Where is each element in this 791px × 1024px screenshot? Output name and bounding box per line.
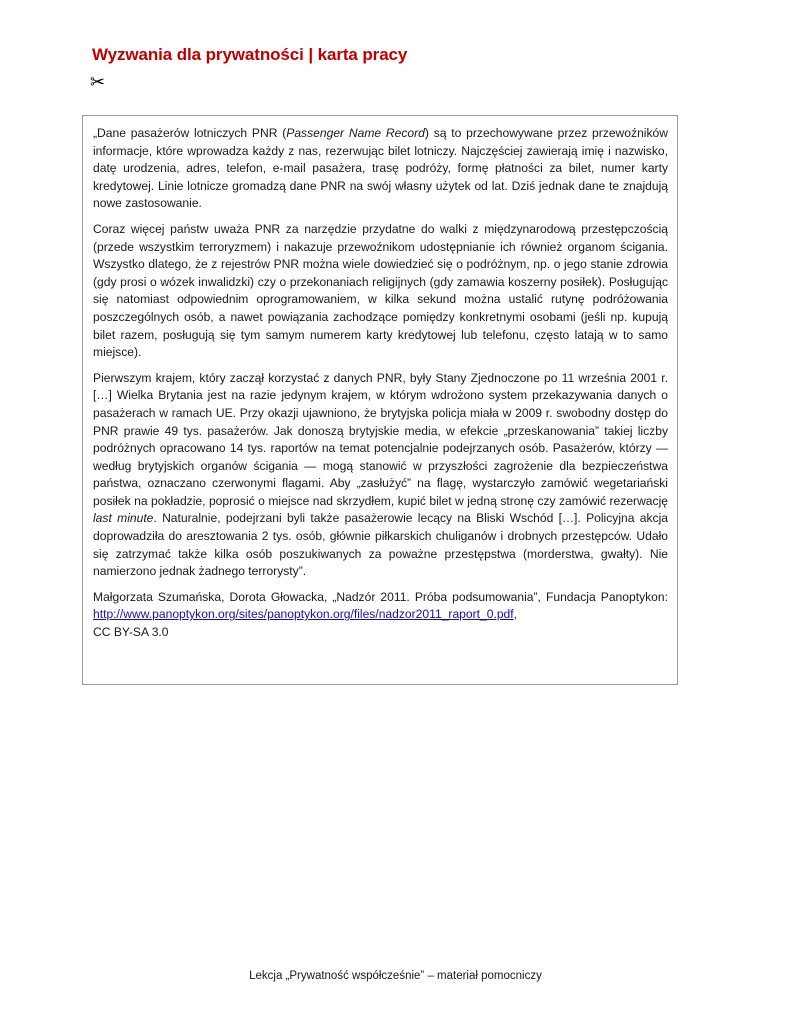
citation-text: Małgorzata Szumańska, Dorota Głowacka, „Nadzór 2011. Próba podsumowania”, Fundacja Panoptykon: bbox=[93, 589, 668, 604]
footer-text: Lekcja „Prywatność współcześnie” – materiał pomocniczy bbox=[249, 970, 542, 982]
paragraph-text: . Naturalnie, podejrzani byli także pasażerowie lecący na Bliski Wschód […]. Policyjna akcja doprowadziła do aresztowania 2 tys. osób, głównie piłkarskich chuliganów i drobnych przestępców. Udało się zatrzymać także kilka osób poszukiwanych za poważne przestępstwa (morderstwa, gwałty). Nie namierzono jednak żadnego terrorysty”. bbox=[93, 511, 668, 579]
citation-punctuation: , bbox=[513, 607, 518, 622]
paragraph-pnr-definition bbox=[93, 125, 668, 213]
paragraph-text: „Dane pasażerów lotniczych PNR ( bbox=[93, 126, 287, 140]
license-text: CC BY-SA 3.0 bbox=[93, 625, 169, 640]
source-link[interactable]: http://www.panoptykon.org/sites/panoptykon.org/files/nadzor2011_raport_0.pdf bbox=[93, 607, 514, 622]
emphasis-text: Passenger Name Record bbox=[286, 126, 425, 140]
page-title: Wyzwania dla prywatności | karta pracy bbox=[92, 45, 408, 64]
quote-box bbox=[82, 115, 678, 685]
scissors-icon: ✂ bbox=[90, 72, 106, 93]
paragraph-pnr-history bbox=[93, 370, 668, 581]
source-citation bbox=[93, 589, 668, 642]
paragraph-pnr-uses: Coraz więcej państw uważa PNR za narzędzie przydatne do walki z międzynarodową przestępczością (przede wszystkim terroryzmem) i nakazuje przewoźnikom udostępnianie ich również organom ścigania. Wszystko dlatego, że z rejestrów PNR można wiele dowiedzieć się o podróżnym, np. o jego stanie zdrowia (gdy prosi o wózek inwalidzki) czy o przekonaniach religijnych (gdy zamawia koszerny posiłek). Posługując się natomiast odpowiednim oprogramowaniem, w kilka sekund można ustalić rutynę podróżowania poszczególnych osób, a nawet powiązania zachodzące pomiędzy konkretnymi osobami (jeśli np. kupują bilet razem, posługują się tym samym numerem karty kredytowej lub telefonu, często latają w to samo miejsce). bbox=[93, 221, 668, 360]
paragraph-text: Pierwszym krajem, który zaczął korzystać z danych PNR, były Stany Zjednoczone po 11 września 2001 r. […] Wielka Brytania jest na razie jedynym krajem, w którym wdrożono system przekazywania danych o pasażerach w ramach UE. Przy okazji ujawniono, że brytyjska policja miała w 2009 r. swobodny dostęp do PNR prawie 49 tys. pasażerów. Jak donoszą brytyjskie media, w efekcie „przeskanowania” takiej liczby podróżnych opracowano 14 tys. raportów na temat potencjalnie podejrzanych osób. Pasażerów, którzy — według brytyjskich organów ścigania — mogą stanowić w przyszłości zagrożenie dla bezpieczeństwa państwa, oznaczano czerwonymi flagami. Aby „zasłużyć” na flagę, wystarczyło zamówić wegetariański posiłek na pokładzie, poprosić o miejsce nad skrzydłem, kupić bilet w jedną stronę czy zamówić rezerwację bbox=[93, 370, 668, 508]
quote-content bbox=[93, 125, 668, 642]
paragraph-text: ) są to przechowywane przez przewoźników informacje, które wprowadza każdy z nas, rezerwując bilet lotniczy. Najczęściej zawierają imię i nazwisko, datę urodzenia, adres, telefon, e-mail pasażera, trasę podróży, formę płatności za bilet, numer karty kredytowej. Linie lotnicze gromadzą dane PNR na swój własny użytek od lat. Dziś jednak dane te znajdują nowe zastosowanie. bbox=[93, 126, 668, 211]
page-footer bbox=[0, 970, 791, 982]
emphasis-text: last minute bbox=[93, 511, 154, 526]
